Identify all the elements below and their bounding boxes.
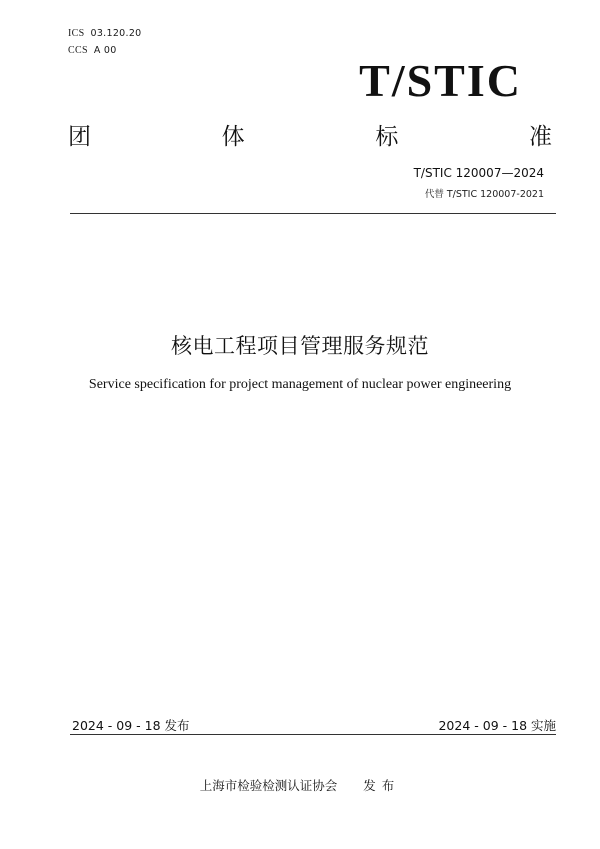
- issuer-line: [0, 776, 600, 794]
- standard-type-char: 标: [375, 124, 399, 150]
- ccs-label: CCS: [68, 45, 88, 56]
- issue-word: 发布: [363, 778, 401, 793]
- standard-number: T/STIC 120007—2024: [413, 166, 544, 180]
- implementation-date: 2024 - 09 - 18 实施: [438, 718, 556, 733]
- issuer-organization: 上海市检验检测认证协会: [199, 778, 338, 793]
- ccs-code: A 00: [93, 45, 117, 56]
- issue-date: 2024 - 09 - 18 发布: [72, 718, 190, 733]
- standard-type-char: 准: [528, 124, 552, 150]
- replaces-standard: 代替 T/STIC 120007-2021: [424, 189, 544, 200]
- document-title-english: Service specification for project management of nuclear power engineering: [88, 377, 512, 392]
- standard-type-char: 团: [68, 124, 91, 150]
- ics-label: ICS: [68, 28, 85, 39]
- tstic-logo: T/STIC: [359, 55, 522, 106]
- header-divider: [70, 213, 556, 214]
- footer-divider: [70, 734, 556, 735]
- ics-line: [68, 28, 142, 39]
- standard-type-heading: [68, 118, 552, 151]
- ccs-line: [68, 45, 117, 56]
- ics-code: 03.120.20: [90, 28, 142, 39]
- document-title-chinese: 核电工程项目管理服务规范: [171, 334, 429, 358]
- standard-type-char: 体: [221, 124, 245, 150]
